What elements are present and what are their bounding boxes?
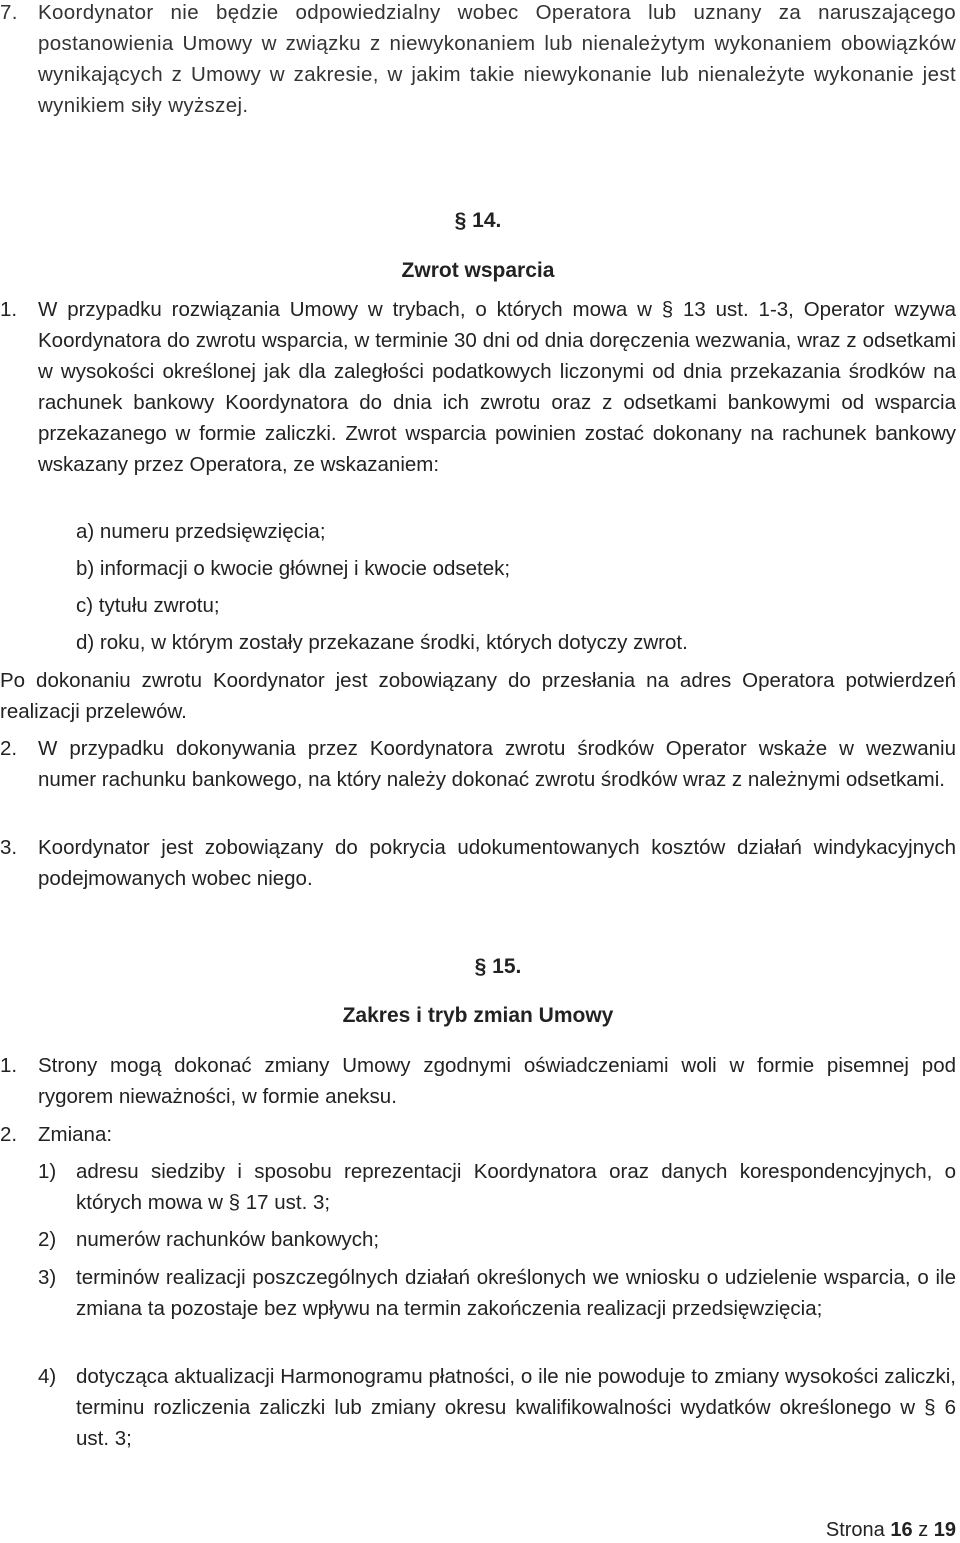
clause-number: 7. <box>0 1 18 24</box>
item-number: 3) <box>38 1266 57 1289</box>
item-number: 1) <box>38 1160 57 1183</box>
page-footer <box>826 1518 956 1542</box>
item-number: 3. <box>0 836 18 859</box>
item-text: W przypadku rozwiązania Umowy w trybach, o których mowa w § 13 ust. 1-3, Operator wzywa Koordynatora do zwrotu wsparcia, w terminie 30 dni od dnia doręczenia wezwania, wraz z odsetkami w wysokości określonej jak dla zaległości podatkowych liczonymi od dnia przekazania środków na rachunek bankowy Koordynatora do dnia ich zwrotu oraz z odsetkami bankowymi od wsparcia przekazanego w formie zaliczki. Zwrot wsparcia powinien zostać dokonany na rachunek bankowy wskazany przez Operatora, ze wskazaniem: <box>38 298 956 476</box>
section-15-title: Zakres i tryb zmian Umowy <box>342 1004 614 1027</box>
section-15-item-1 <box>0 1050 956 1112</box>
change-item-4 <box>38 1361 956 1454</box>
section-14-item-1 <box>0 294 956 480</box>
item-number: 2. <box>0 737 18 760</box>
clause-text: Koordynator nie będzie odpowiedzialny wobec Operatora lub uznany za naruszającego postanowienia Umowy w związku z niewykonaniem lub nienależytym wykonaniem obowiązków wynikających z Umowy w zakresie, w jakim takie niewykonanie lub nienależyte wykonanie jest wynikiem siły wyższej. <box>38 1 956 117</box>
letter-item-b: b) informacji o kwocie głównej i kwocie odsetek; <box>76 557 511 580</box>
item-number: 1. <box>0 298 18 321</box>
footer-label: Strona <box>825 1519 885 1541</box>
item-text: adresu siedziby i sposobu reprezentacji Koordynatora oraz danych korespondencyjnych, o których mowa w § 17 ust. 3; <box>76 1160 956 1214</box>
section-15-item-2 <box>0 1119 956 1150</box>
item-text: Zmiana: <box>38 1123 113 1146</box>
section-14-title: Zwrot wsparcia <box>401 259 555 282</box>
refund-confirmation-paragraph <box>0 665 956 727</box>
item-text: Koordynator jest zobowiązany do pokrycia udokumentowanych kosztów działań windykacyjnych podejmowanych wobec niego. <box>38 836 956 890</box>
letter-item-c: c) tytułu zwrotu; <box>76 594 220 617</box>
section-14-number: § 14. <box>454 209 502 232</box>
letter-item-a: a) numeru przedsięwzięcia; <box>76 520 326 543</box>
change-item-2 <box>38 1224 956 1255</box>
current-page: 16 <box>890 1519 913 1541</box>
item-number: 2) <box>38 1228 57 1251</box>
section-15-number: § 15. <box>474 955 522 978</box>
item-number: 4) <box>38 1365 57 1388</box>
item-text: W przypadku dokonywania przez Koordynatora zwrotu środków Operator wskaże w wezwaniu numer rachunku bankowego, na który należy dokonać zwrotu środków wraz z należnymi odsetkami. <box>38 737 956 791</box>
change-item-3 <box>38 1262 956 1324</box>
item-text: terminów realizacji poszczególnych działań określonych we wniosku o udzielenie wsparcia, o ile zmiana ta pozostaje bez wpływu na termin zakończenia realizacji przedsięwzięcia; <box>76 1266 956 1320</box>
section-14-item-2 <box>0 733 956 795</box>
item-text: numerów rachunków bankowych; <box>76 1228 380 1251</box>
section-14-item-3 <box>0 832 956 894</box>
item-number: 1. <box>0 1054 18 1077</box>
item-text: Strony mogą dokonać zmiany Umowy zgodnymi oświadczeniami woli w formie pisemnej pod rygorem nieważności, w formie aneksu. <box>38 1054 956 1108</box>
change-item-1 <box>38 1156 956 1218</box>
total-pages: 19 <box>933 1519 956 1541</box>
footer-of: z <box>918 1519 929 1541</box>
item-number: 2. <box>0 1123 18 1146</box>
clause-7 <box>0 0 956 121</box>
item-text: dotycząca aktualizacji Harmonogramu płatności, o ile nie powoduje to zmiany wysokości zaliczki, terminu rozliczenia zaliczki lub zmiany okresu kwalifikowalności wydatków określonego w § 6 ust. 3; <box>76 1365 956 1450</box>
paragraph-text: Po dokonaniu zwrotu Koordynator jest zobowiązany do przesłania na adres Operatora potwierdzeń realizacji przelewów. <box>0 669 956 723</box>
letter-item-d: d) roku, w którym zostały przekazane środki, których dotyczy zwrot. <box>76 631 688 654</box>
